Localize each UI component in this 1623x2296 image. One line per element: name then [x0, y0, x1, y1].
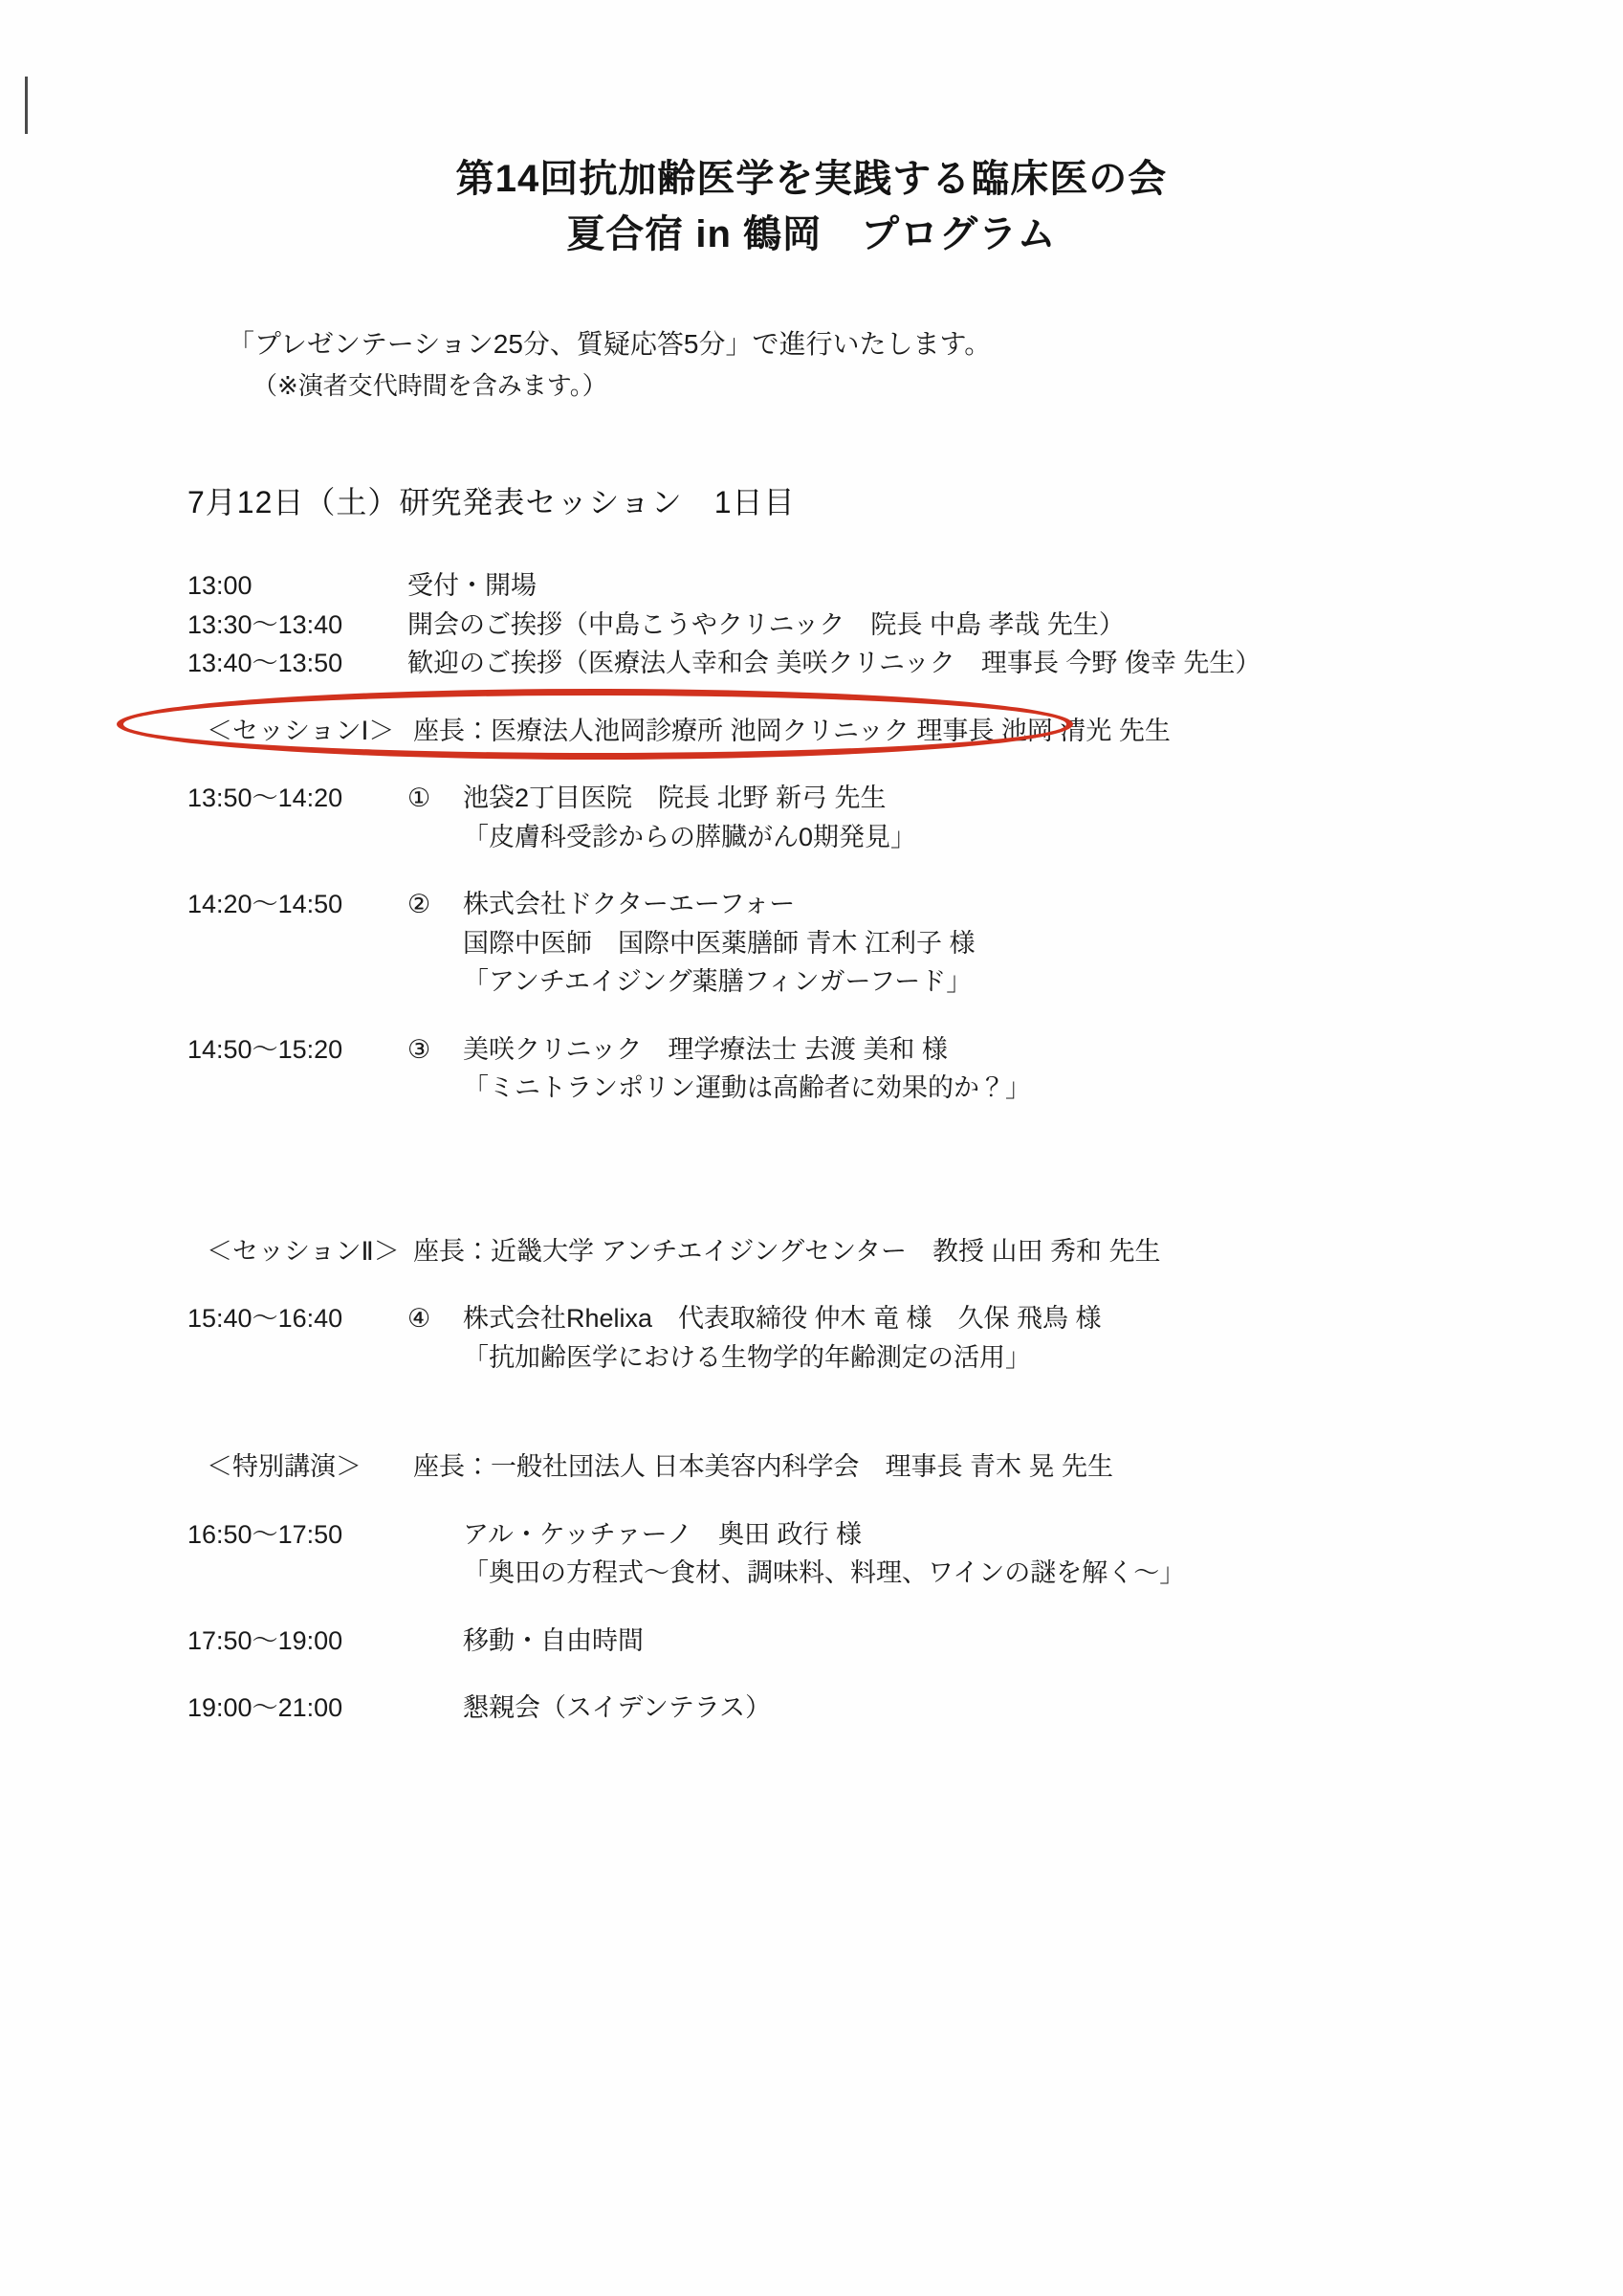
talk-5-line-1: アル・ケッチァーノ 奥田 政行 様 — [463, 1519, 863, 1549]
number-talk-2: ② — [407, 890, 431, 918]
talk-1-line-1: 池袋2丁目医院 院長 北野 新弓 先生 — [463, 784, 887, 812]
time-talk-3: 14:50〜15:20 — [187, 1034, 343, 1064]
title-line-2: 夏合宿 in 鶴岡 プログラム — [566, 213, 1057, 255]
session-header-1 — [187, 712, 1507, 751]
text-free-time: 移動・自由時間 — [463, 1625, 644, 1655]
title-line-1: 第14回抗加齢医学を実践する臨床医の会 — [455, 158, 1168, 200]
body-talk-3 — [463, 1030, 1507, 1108]
format-note-line-1: 「プレゼンテーション25分、質疑応答5分」で進行いたします。 — [228, 329, 992, 359]
talk-3-line-2: 「ミニトランポリン運動は高齢者に効果的か？」 — [463, 1073, 1031, 1102]
talk-2-line-1: 株式会社ドクターエーフォー — [463, 890, 796, 918]
special-lecture-label: ＜特別講演＞ — [207, 1452, 362, 1481]
talk-1-line-2: 「皮膚科受診からの膵臓がん0期発見」 — [463, 822, 917, 851]
format-note-line-2: （※演者交代時間を含みます。） — [252, 370, 607, 400]
session-1-chair: 座長：医療法人池岡診療所 池岡クリニック 理事長 池岡 清光 先生 — [413, 716, 1171, 745]
body-talk-4 — [463, 1299, 1507, 1377]
scan-edge-artifact — [25, 77, 28, 134]
format-note — [228, 323, 991, 406]
session-2-label: ＜セッションⅡ＞ — [207, 1236, 400, 1266]
schedule-row-party — [187, 1689, 1507, 1728]
talk-5-line-2: 「奥田の方程式〜食材、調味料、料理、ワインの謎を解く〜」 — [463, 1558, 1186, 1587]
time-reception: 13:00 — [187, 571, 252, 600]
session-header-special — [187, 1447, 1507, 1487]
text-opening: 開会のご挨拶（中島こうやクリニック 院長 中島 孝哉 先生） — [407, 609, 1125, 639]
number-talk-3: ③ — [407, 1034, 431, 1064]
time-talk-1: 13:50〜14:20 — [187, 784, 343, 812]
session-header-2 — [187, 1232, 1507, 1271]
schedule-list — [187, 566, 1507, 1728]
body-talk-1 — [463, 779, 1507, 856]
schedule-row-free-time — [187, 1622, 1507, 1661]
schedule-row-talk-2 — [187, 885, 1507, 1002]
number-talk-1: ① — [407, 784, 431, 812]
document-title — [0, 151, 1623, 262]
time-talk-4: 15:40〜16:40 — [187, 1304, 343, 1333]
time-talk-5: 16:50〜17:50 — [187, 1519, 343, 1549]
time-talk-2: 14:20〜14:50 — [187, 890, 343, 918]
schedule-row-talk-5 — [187, 1515, 1507, 1593]
text-welcome: 歓迎のご挨拶（医療法人幸和会 美咲クリニック 理事長 今野 俊幸 先生） — [407, 649, 1261, 677]
time-welcome: 13:40〜13:50 — [187, 649, 343, 677]
schedule-row-talk-3 — [187, 1030, 1507, 1108]
special-lecture-chair: 座長：一般社団法人 日本美容内科学会 理事長 青木 晃 先生 — [413, 1452, 1114, 1481]
talk-4-line-1: 株式会社Rhelixa 代表取締役 仲木 竜 様 久保 飛鳥 様 — [463, 1304, 1102, 1333]
talk-2-line-2: 国際中医師 国際中医薬膳師 青木 江利子 様 — [463, 928, 976, 958]
body-talk-2 — [463, 885, 1507, 1002]
schedule-row-welcome — [187, 644, 1507, 683]
text-party: 懇親会（スイデンテラス） — [463, 1693, 772, 1722]
text-reception: 受付・開場 — [407, 571, 537, 600]
time-party: 19:00〜21:00 — [187, 1693, 343, 1722]
time-free-time: 17:50〜19:00 — [187, 1625, 343, 1655]
day-heading: 7月12日（土）研究発表セッション 1日目 — [187, 485, 796, 519]
session-1-label: ＜セッションⅠ＞ — [207, 716, 395, 745]
talk-2-line-3: 「アンチエイジング薬膳フィンガーフード」 — [463, 967, 973, 996]
schedule-row-talk-4 — [187, 1299, 1507, 1377]
time-opening: 13:30〜13:40 — [187, 609, 343, 639]
schedule-row-reception — [187, 566, 1507, 606]
body-talk-5 — [463, 1515, 1507, 1593]
session-1-highlighted-block — [187, 712, 1507, 751]
schedule-row-opening — [187, 606, 1507, 645]
session-2-chair: 座長：近畿大学 アンチエイジングセンター 教授 山田 秀和 先生 — [413, 1236, 1161, 1266]
talk-3-line-1: 美咲クリニック 理学療法士 去渡 美和 様 — [463, 1034, 948, 1064]
talk-4-line-2: 「抗加齢医学における生物学的年齢測定の活用」 — [463, 1342, 1031, 1372]
number-talk-4: ④ — [407, 1304, 431, 1333]
schedule-row-talk-1 — [187, 779, 1507, 856]
